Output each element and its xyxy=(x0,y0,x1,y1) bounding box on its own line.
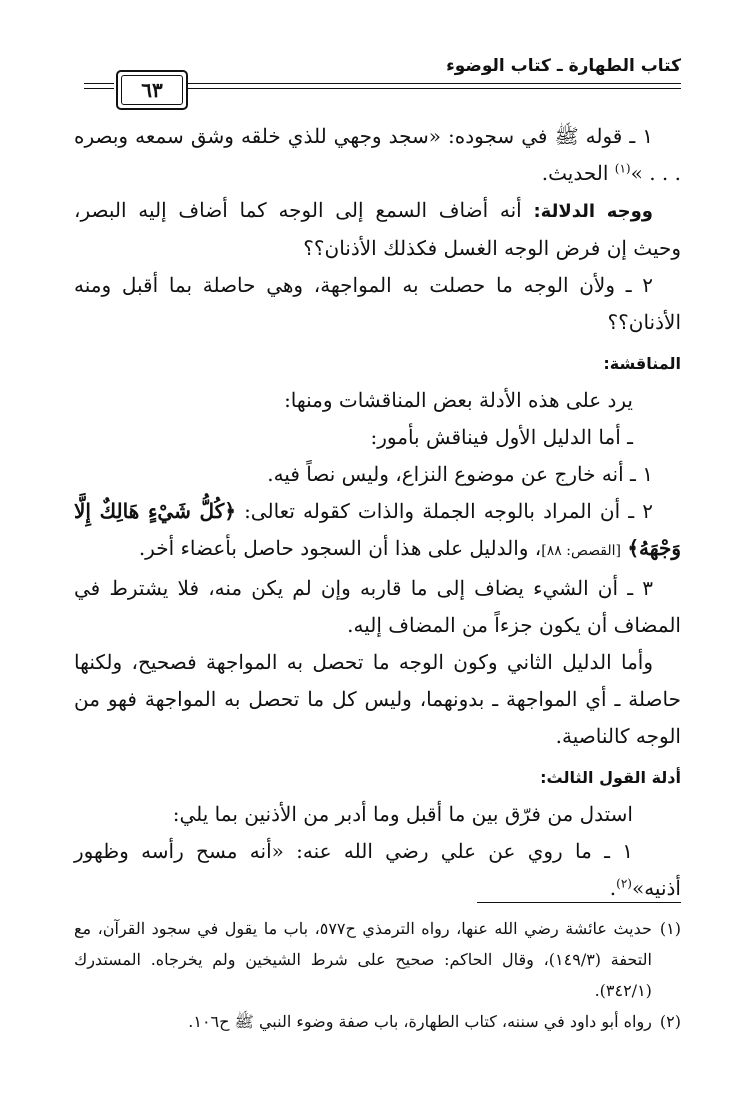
paragraph-text: ١ ـ قوله ﷺ في سجوده: «سجد وجهي للذي خلقه وشق سمعه وبصره . . . » xyxy=(74,124,681,185)
paragraph-third-opinion-evidence-1 xyxy=(74,833,681,907)
paragraph-evidence-explanation xyxy=(74,192,681,267)
footnote-text: رواه أبو داود في سننه، كتاب الطهارة، باب صفة وضوء النبي ﷺ ح١٠٦. xyxy=(188,1012,652,1031)
section-heading-discussion: المناقشة: xyxy=(603,354,681,373)
footnote-ref-2[interactable]: (٢) xyxy=(616,876,632,891)
paragraph-rebuttal-1: ١ ـ أنه خارج عن موضوع النزاع، وليس نصاً فيه. xyxy=(267,462,653,486)
paragraph-evidence-1 xyxy=(74,118,681,192)
header-rule-top-right xyxy=(186,83,681,84)
page-number: ٦٣ xyxy=(121,75,183,105)
paragraph-evidence-2: ٢ ـ ولأن الوجه ما حصلت به المواجهة، وهي حاصلة بما أقبل ومنه الأذنان؟؟ xyxy=(74,273,681,334)
paragraph-rebuttal-3: ٣ ـ أن الشيء يضاف إلى ما قاربه وإن لم يكن منه، فلا يشترط في المضاف أن يكون جزءاً من المضاف إليه. xyxy=(74,576,681,637)
paragraph-text: أنه أضاف السمع إلى الوجه كما أضاف إليه البصر، وحيث إن فرض الوجه الغسل فكذلك الأذنان؟؟ xyxy=(74,198,681,260)
quran-verse: ﴿كُلُّ شَيْءٍ هَالِكٌ إِلَّا وَجْهَهُ﴾ xyxy=(74,499,681,560)
paragraph-second-evidence-rebuttal: وأما الدليل الثاني وكون الوجه ما تحصل به المواجهة فصحيح، ولكنها حاصلة ـ أي المواجهة ـ بدونهما، وليس كل ما تحصل به المواجهة فهو من الوجه كالناصية. xyxy=(74,650,681,748)
paragraph-discussion-intro: يرد على هذه الأدلة بعض المناقشات ومنها: xyxy=(284,388,633,412)
running-header-title: كتاب الطهارة ـ كتاب الوضوء xyxy=(446,56,681,76)
footnote-1 xyxy=(74,913,681,1006)
paragraph-third-opinion-intro: استدل من فرّق بين ما أقبل وما أدبر من الأذنين بما يلي: xyxy=(172,802,633,826)
paragraph-text: ٢ ـ أن المراد بالوجه الجملة والذات كقوله تعالى: xyxy=(235,499,653,523)
footnote-number: (١) xyxy=(659,919,681,938)
paragraph-text-end: ، والدليل على هذا أن السجود حاصل بأعضاء أخر. xyxy=(138,536,542,560)
paragraph-first-evidence-rebuttal: ـ أما الدليل الأول فيناقش بأمور: xyxy=(370,425,633,449)
footnote-2 xyxy=(74,1006,681,1037)
paragraph-text-end: الحديث. xyxy=(541,161,615,185)
paragraph-rebuttal-2 xyxy=(74,493,681,570)
quran-citation: [القصص: ٨٨] xyxy=(541,543,621,559)
header-rule-bottom-left xyxy=(84,88,114,89)
footnote-separator xyxy=(477,902,681,903)
header-rule-bottom-right xyxy=(186,88,681,89)
footnote-text: حديث عائشة رضي الله عنها، رواه الترمذي ح٥٧٧، باب ما يقول في سجود القرآن، مع التحفة (١٤٩/٣)، وقال الحاكم: صحيح على شرط الشيخين ولم يخرجاه. المستدرك (٣٤٢/١). xyxy=(74,919,652,1000)
footnote-number: (٢) xyxy=(659,1012,681,1031)
paragraph-text-end: . xyxy=(609,876,617,900)
page-number-frame xyxy=(116,70,188,110)
paragraph-text: ١ ـ ما روي عن علي رضي الله عنه: «أنه مسح رأسه وظهور أذنيه» xyxy=(74,839,681,900)
main-text xyxy=(74,118,681,907)
footnote-ref-1[interactable]: (١) xyxy=(614,161,631,176)
header-rule-top-left xyxy=(84,83,114,84)
bold-label: ووجه الدلالة: xyxy=(533,201,653,222)
footnotes xyxy=(74,913,681,1037)
section-heading-third-opinion: أدلة القول الثالث: xyxy=(540,768,681,787)
